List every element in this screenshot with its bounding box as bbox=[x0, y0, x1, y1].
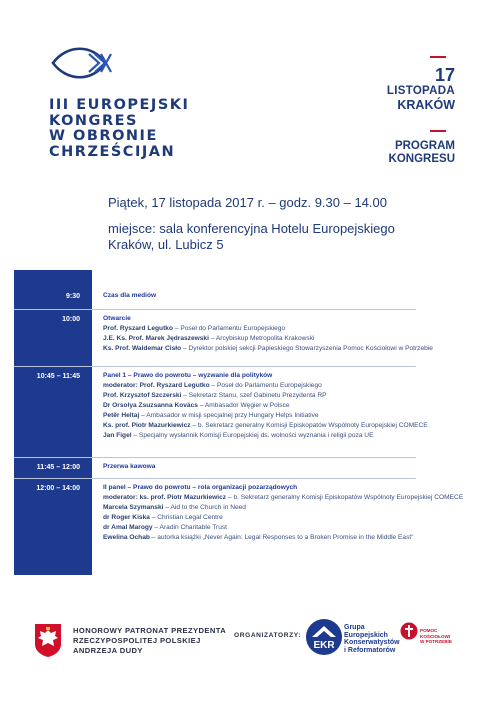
pomoc-line: KOŚCIOŁOWI bbox=[420, 633, 451, 639]
speaker-role: – Specjalny wysłannik Komisji Europejskiej ds. wolności wyznania i religii poza UE bbox=[131, 432, 374, 439]
event-city: KRAKÓW bbox=[397, 98, 455, 112]
pomoc-kosciolowi-logo-icon bbox=[400, 622, 418, 640]
program-label-line: KONGRESU bbox=[388, 153, 455, 165]
speaker-role: – b. Sekretarz generalny Komisji Episkopatów Wspólnoty Europejskiej COMECE bbox=[226, 494, 464, 501]
schedule-time: 10:45 – 11:45 bbox=[36, 373, 80, 380]
schedule-session bbox=[103, 462, 488, 472]
ekr-mark: EKR bbox=[313, 640, 335, 651]
speaker-name: Ewelina Ochab bbox=[103, 534, 150, 541]
speaker-name: Prof. Krzysztof Szczerski bbox=[103, 392, 182, 399]
session-heading: Otwarcie bbox=[103, 315, 131, 322]
ekr-group-name bbox=[344, 624, 400, 654]
schedule-session bbox=[103, 314, 488, 354]
speaker-role: – Sekretarz Stanu, szef Gabinetu Prezydenta RP bbox=[181, 392, 327, 399]
speaker-line bbox=[103, 381, 488, 391]
speaker-name: Prof. Ryszard Legutko bbox=[103, 325, 173, 332]
congress-title-line: III EUROPEJSKI bbox=[49, 97, 190, 113]
ekr-line: Europejskich bbox=[344, 631, 388, 639]
session-heading: II panel – Prawo do powrotu – rola organizacji pozarządowych bbox=[103, 484, 298, 491]
red-divider bbox=[430, 56, 446, 58]
schedule-session bbox=[103, 291, 488, 301]
speaker-name: Jan Figel bbox=[103, 432, 132, 439]
schedule-session bbox=[103, 483, 488, 543]
speaker-name: moderator: Prof. Ryszard Legutko bbox=[103, 382, 210, 389]
speaker-line bbox=[103, 391, 488, 401]
speaker-name: Petěr Heltaj bbox=[103, 412, 140, 419]
honorary-patronage bbox=[73, 626, 226, 656]
speaker-line bbox=[103, 493, 488, 503]
speaker-role: – Aradin Charitable Trust bbox=[152, 524, 227, 531]
speaker-line bbox=[103, 334, 488, 344]
speaker-line bbox=[103, 344, 488, 354]
speaker-line bbox=[103, 513, 488, 523]
schedule-time: 12:00 – 14:00 bbox=[36, 485, 80, 492]
event-place-line: Kraków, ul. Lubicz 5 bbox=[108, 237, 224, 252]
event-date-block bbox=[387, 66, 455, 113]
speaker-name: dr Amal Marogy bbox=[103, 524, 153, 531]
speaker-name: Ks. prof. Piotr Mazurkiewicz bbox=[103, 422, 191, 429]
speaker-role: – Christian Legal Centre bbox=[149, 514, 223, 521]
row-divider bbox=[14, 478, 416, 479]
speaker-name: dr Roger Kiska bbox=[103, 514, 150, 521]
speaker-line bbox=[103, 533, 488, 543]
speaker-line bbox=[103, 503, 488, 513]
speaker-name: Dr Orsolya Zsuzsanna Kovács bbox=[103, 402, 198, 409]
event-place-line: miejsce: sala konferencyjna Hotelu Europejskiego bbox=[108, 221, 395, 236]
pomoc-line: POMOC bbox=[420, 628, 438, 633]
program-label bbox=[389, 140, 455, 166]
event-month: LISTOPADA bbox=[386, 85, 455, 97]
speaker-role: – Ambasador Węgier w Polsce bbox=[197, 402, 290, 409]
program-label-line: PROGRAM bbox=[394, 140, 455, 152]
speaker-role: – Poseł do Parlamentu Europejskiego bbox=[209, 382, 322, 389]
speaker-line bbox=[103, 421, 488, 431]
event-day: 17 bbox=[434, 65, 455, 85]
patronage-line: HONOROWY PATRONAT PREZYDENTA bbox=[73, 626, 227, 635]
congress-title-line: KONGRES bbox=[49, 112, 138, 129]
speaker-role: – Dyrektor polskiej sekcji Papieskiego Stowarzyszenia Pomoc Kościołowi w Potrzebie bbox=[181, 345, 433, 352]
speaker-name: Ks. Prof. Waldemar Cisło bbox=[103, 345, 182, 352]
red-divider bbox=[430, 130, 446, 132]
speaker-line bbox=[103, 431, 488, 441]
ekr-line: Grupa bbox=[344, 624, 365, 631]
row-divider bbox=[14, 366, 416, 367]
polish-eagle-emblem-icon bbox=[33, 622, 63, 658]
session-heading: Panel 1 – Prawo do powrotu – wyzwanie dla polityków bbox=[103, 372, 273, 379]
speaker-role: – Ambasador w misji specjalnej przy Hungary Helps Initiative bbox=[139, 412, 319, 419]
organizers-label: ORGANIZATORZY: bbox=[234, 632, 302, 639]
schedule-time: 11:45 – 12:00 bbox=[36, 464, 80, 471]
speaker-line bbox=[103, 523, 488, 533]
row-divider bbox=[14, 309, 416, 310]
speaker-role: – Aid to the Church in Need bbox=[163, 504, 246, 511]
congress-title bbox=[49, 98, 189, 160]
speaker-name: Marcela Szymanski bbox=[103, 504, 164, 511]
row-divider bbox=[14, 457, 416, 458]
speaker-role: – autorka książki „Never Again: Legal Responses to a Broken Promise in the Middle East” bbox=[149, 534, 414, 541]
ekr-line: Konserwatystów bbox=[344, 639, 400, 647]
speaker-role: – Poseł do Parlamentu Europejskiego bbox=[172, 325, 286, 332]
speaker-role: – b. Sekretarz generalny Komisji Episkopatów Wspólnoty Europejskiej COMECE bbox=[190, 422, 428, 429]
patronage-line: ANDRZEJA DUDY bbox=[73, 646, 143, 655]
speaker-role: – Arcybiskup Metropolita Krakowski bbox=[208, 335, 315, 342]
event-date-line: Piątek, 17 listopada 2017 r. – godz. 9.30 – 14.00 bbox=[108, 195, 387, 210]
pomoc-line: W POTRZEBIE bbox=[420, 639, 452, 645]
congress-title-line: W OBRONIE bbox=[49, 128, 158, 144]
ekr-line: i Reformatorów bbox=[344, 646, 396, 654]
speaker-name: moderator: ks. prof. Piotr Mazurkiewicz bbox=[103, 494, 227, 501]
schedule-time: 10:00 bbox=[62, 316, 80, 323]
schedule-time: 9:30 bbox=[65, 293, 80, 300]
ekr-logo-icon bbox=[305, 618, 343, 656]
session-heading: Czas dla mediów bbox=[103, 292, 157, 299]
speaker-name: J.E. Ks. Prof. Marek Jędraszewski bbox=[103, 335, 209, 342]
congress-fish-logo-icon bbox=[49, 46, 121, 80]
patronage-line: RZECZYPOSPOLITEJ POLSKIEJ bbox=[73, 636, 201, 645]
speaker-line bbox=[103, 324, 488, 334]
speaker-line bbox=[103, 411, 488, 421]
schedule-session bbox=[103, 371, 488, 441]
event-intro bbox=[108, 195, 395, 253]
congress-title-line: CHRZEŚCIJAN bbox=[49, 143, 176, 160]
session-heading: Przerwa kawowa bbox=[103, 463, 156, 470]
pomoc-kosciolowi-name bbox=[420, 628, 452, 645]
speaker-line bbox=[103, 401, 488, 411]
